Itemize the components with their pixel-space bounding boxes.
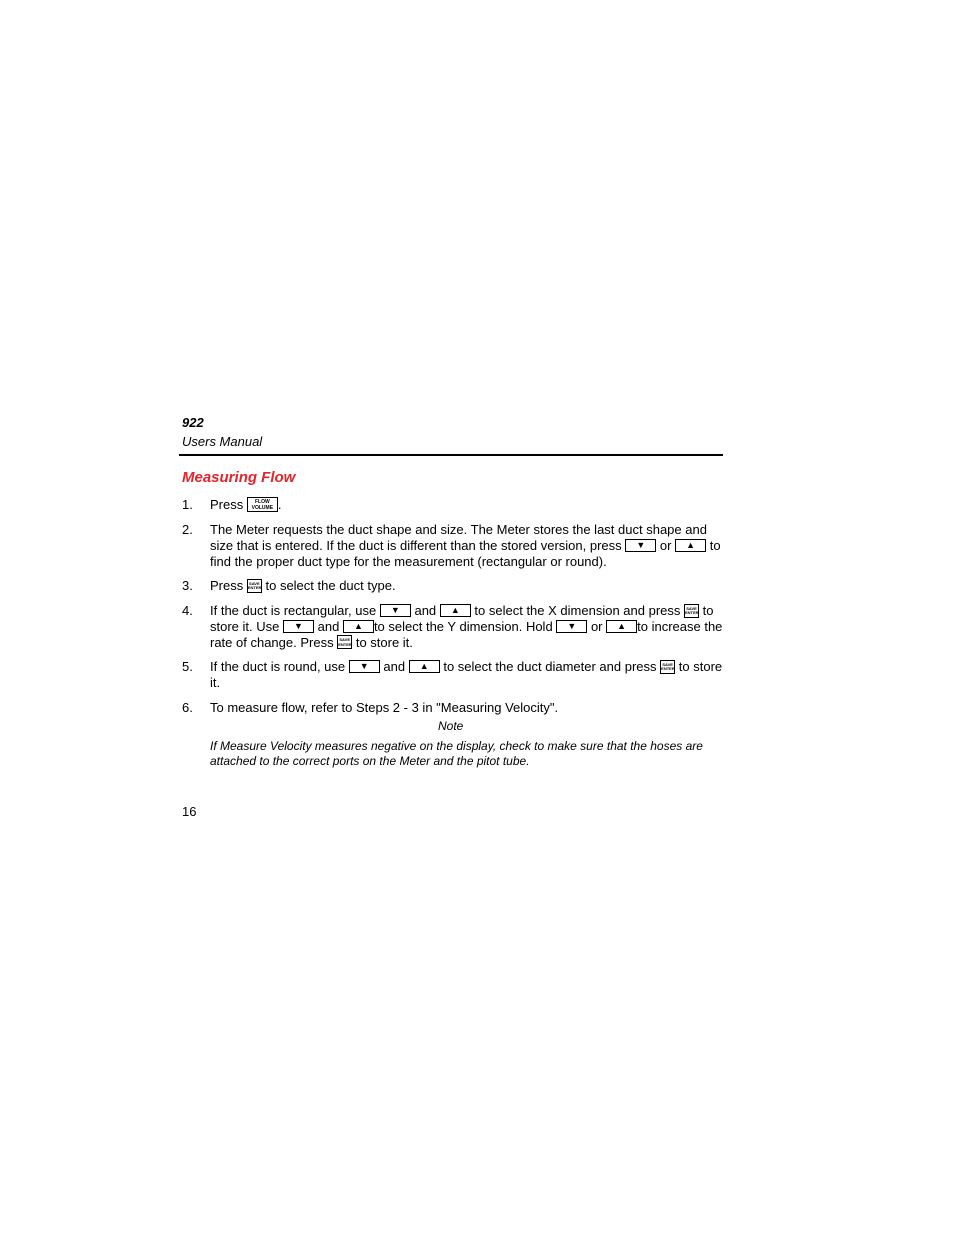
up-arrow-key-icon: ▲ <box>440 604 471 617</box>
down-arrow-key-icon: ▼ <box>625 539 656 552</box>
step-number-3: 3. <box>182 578 193 593</box>
step-text-5 <box>210 659 725 691</box>
step-4-part: or <box>590 618 603 634</box>
flow-volume-key-icon: FLOW VOLUME <box>247 497 278 512</box>
step-text-6 <box>210 700 725 716</box>
step-number-4: 4. <box>182 603 193 618</box>
up-arrow-key-icon: ▲ <box>606 620 637 633</box>
down-arrow-key-icon: ▼ <box>349 660 380 673</box>
step-4-part: to store it. <box>355 634 413 650</box>
step-number-5: 5. <box>182 659 193 674</box>
step-number-2: 2. <box>182 522 193 537</box>
note-text: If Measure Velocity measures negative on the display, check to make sure that the hoses are attached to the correct ports on the Meter and the pitot tube. <box>210 739 703 768</box>
down-arrow-key-icon: ▼ <box>283 620 314 633</box>
step-2-part: The Meter requests the duct shape and size. The Meter stores the last duct shape and size that is entered. If the duct is different than the stored version, press <box>210 522 707 553</box>
note-label: Note <box>438 719 464 733</box>
step-text-3 <box>210 578 725 594</box>
step-5-part: and <box>383 659 406 674</box>
step-1-part: Press <box>210 497 244 512</box>
model-number: 922 <box>182 415 204 430</box>
step-6-part: To measure flow, refer to Steps 2 - 3 in "Measuring Velocity". <box>210 700 559 715</box>
save-enter-key-icon: SAVE ENTER <box>660 660 675 674</box>
step-4-part: If the duct is rectangular, use <box>210 603 377 618</box>
step-text-4 <box>210 603 725 650</box>
up-arrow-key-icon: ▲ <box>343 620 374 633</box>
up-arrow-key-icon: ▲ <box>675 539 706 552</box>
step-2-part: to find the proper duct type for the measurement (rectangular or round). <box>210 537 721 569</box>
page-number: 16 <box>182 804 197 819</box>
step-3-part: to select the duct type. <box>265 578 396 593</box>
step-1-part: . <box>277 497 282 512</box>
down-arrow-key-icon: ▼ <box>556 620 587 633</box>
header-rule <box>179 454 723 456</box>
step-5-part: to store it. <box>210 659 723 690</box>
section-title: Measuring Flow <box>182 469 296 486</box>
step-4-part: to select the Y dimension. Hold <box>373 618 553 634</box>
save-enter-key-icon: SAVE ENTER <box>337 635 352 649</box>
down-arrow-key-icon: ▼ <box>380 604 411 617</box>
step-5-part: to select the duct diameter and press <box>443 659 657 674</box>
save-enter-key-icon: SAVE ENTER <box>247 579 262 593</box>
step-4-part: and <box>414 603 437 618</box>
step-4-part: to increase the rate of change. Press <box>210 618 723 650</box>
step-3-part: Press <box>210 578 244 593</box>
save-enter-key-icon: SAVE ENTER <box>684 604 699 618</box>
manual-title: Users Manual <box>182 434 263 449</box>
up-arrow-key-icon: ▲ <box>409 660 440 673</box>
step-4-part: to select the X dimension and press <box>474 603 681 618</box>
step-number-6: 6. <box>182 700 193 715</box>
step-4-part: to store it. Use <box>210 603 714 634</box>
step-text-1 <box>210 497 725 513</box>
step-5-part: If the duct is round, use <box>210 659 346 674</box>
step-number-1: 1. <box>182 497 193 512</box>
step-2-part: or <box>659 537 672 553</box>
step-text-2 <box>210 522 725 569</box>
step-4-part: and <box>317 618 340 634</box>
